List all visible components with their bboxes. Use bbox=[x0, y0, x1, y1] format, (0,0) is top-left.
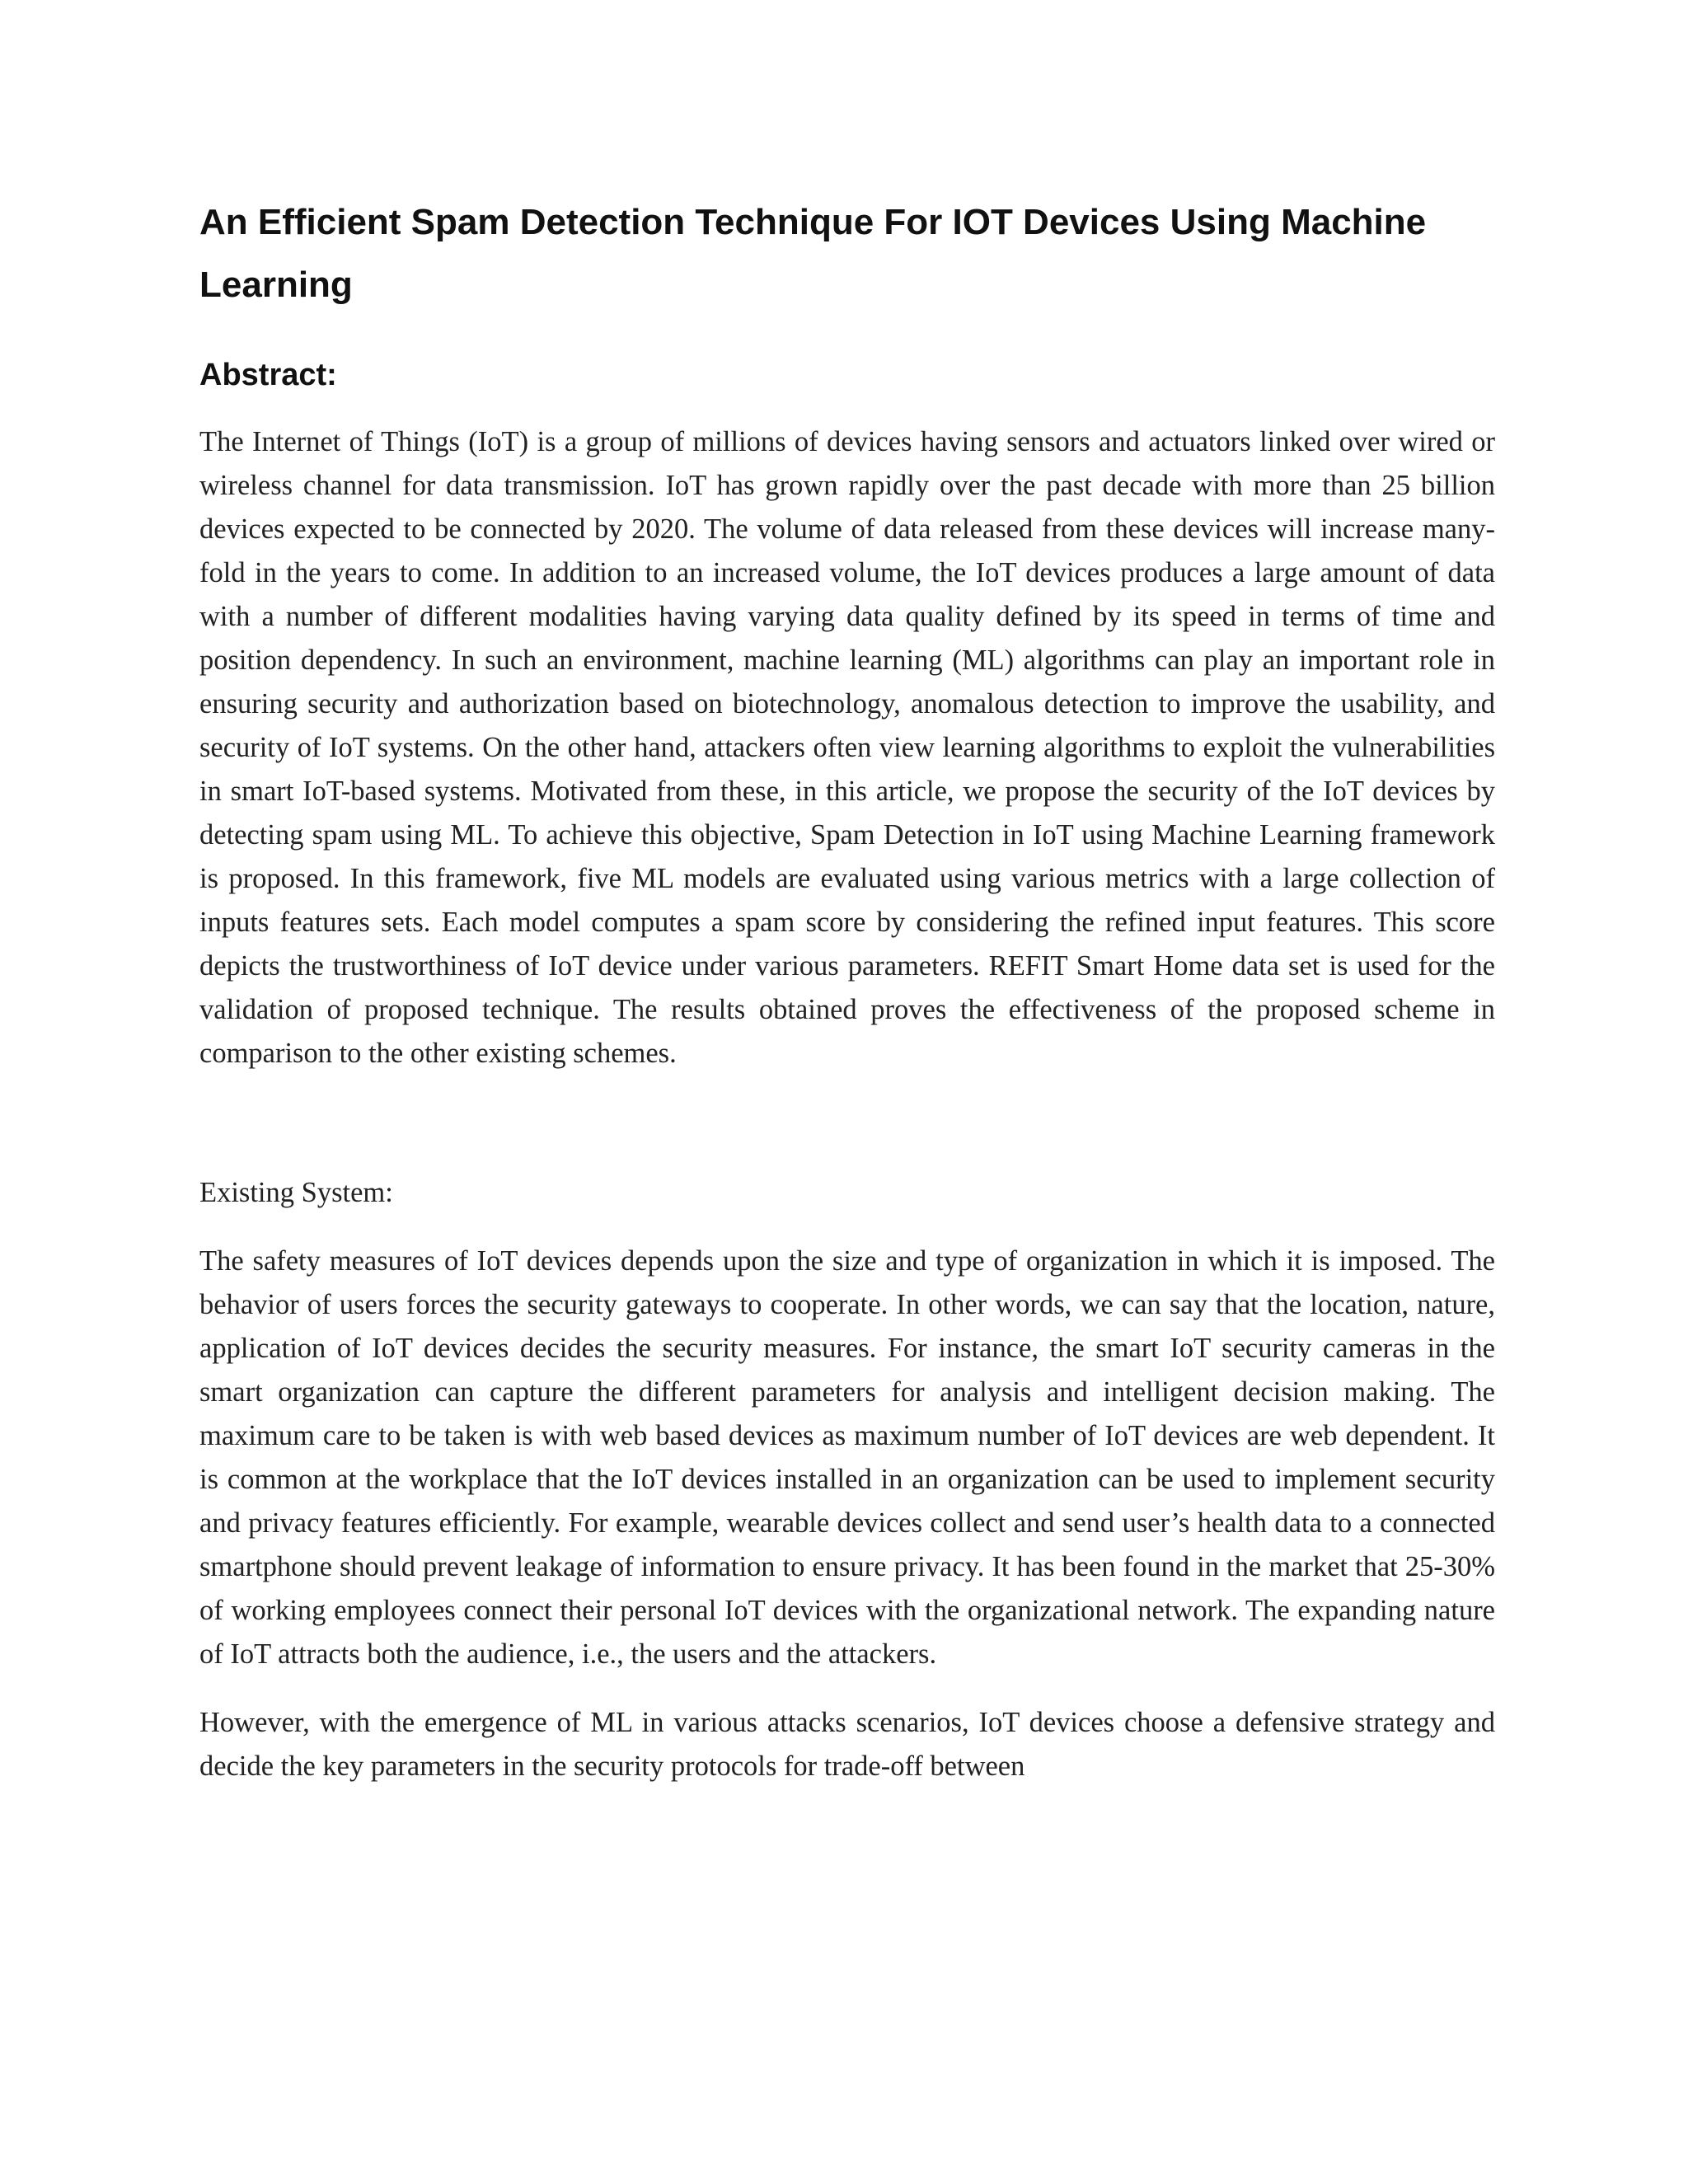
abstract-heading: Abstract: bbox=[199, 358, 337, 392]
document-body bbox=[199, 191, 1495, 1788]
abstract-paragraph: The Internet of Things (IoT) is a group of millions of devices having sensors and actuators linked over wired or wireless channel for data transmission. IoT has grown rapidly over the past decade with more than 25 billion devices expected to be connected by 2020. The volume of data released from these devices will increase many-fold in the years to come. In addition to an increased volume, the IoT devices produces a large amount of data with a number of different modalities having varying data quality defined by its speed in terms of time and position dependency. In such an environment, machine learning (ML) algorithms can play an important role in ensuring security and authorization based on biotechnology, anomalous detection to improve the usability, and security of IoT systems. On the other hand, attackers often view learning algorithms to exploit the vulnerabilities in smart IoT-based systems. Motivated from these, in this article, we propose the security of the IoT devices by detecting spam using ML. To achieve this objective, Spam Detection in IoT using Machine Learning framework is proposed. In this framework, five ML models are evaluated using various metrics with a large collection of inputs features sets. Each model computes a spam score by considering the refined input features. This score depicts the trustworthiness of IoT device under various parameters. REFIT Smart Home data set is used for the validation of proposed technique. The results obtained proves the effectiveness of the proposed scheme in comparison to the other existing schemes. bbox=[199, 426, 1495, 1069]
existing-system-paragraph-1: The safety measures of IoT devices depends upon the size and type of organization in which it is imposed. The behavior of users forces the security gateways to cooperate. In other words, we can say that the location, nature, application of IoT devices decides the security measures. For instance, the smart IoT security cameras in the smart organization can capture the different parameters for analysis and intelligent decision making. The maximum care to be taken is with web based devices as maximum number of IoT devices are web dependent. It is common at the workplace that the IoT devices installed in an organization can be used to implement security and privacy features efficiently. For example, wearable devices collect and send user’s health data to a connected smartphone should prevent leakage of information to ensure privacy. It has been found in the market that 25-30% of working employees connect their personal IoT devices with the organizational network. The expanding nature of IoT attracts both the audience, i.e., the users and the attackers. bbox=[199, 1245, 1495, 1670]
document-title: An Efficient Spam Detection Technique For IOT Devices Using Machine Learning bbox=[199, 202, 1427, 305]
existing-system-heading: Existing System: bbox=[199, 1177, 393, 1208]
existing-system-paragraph-2: However, with the emergence of ML in various attacks scenarios, IoT devices choose a defensive strategy and decide the key parameters in the security protocols for trade-off between bbox=[199, 1707, 1495, 1782]
